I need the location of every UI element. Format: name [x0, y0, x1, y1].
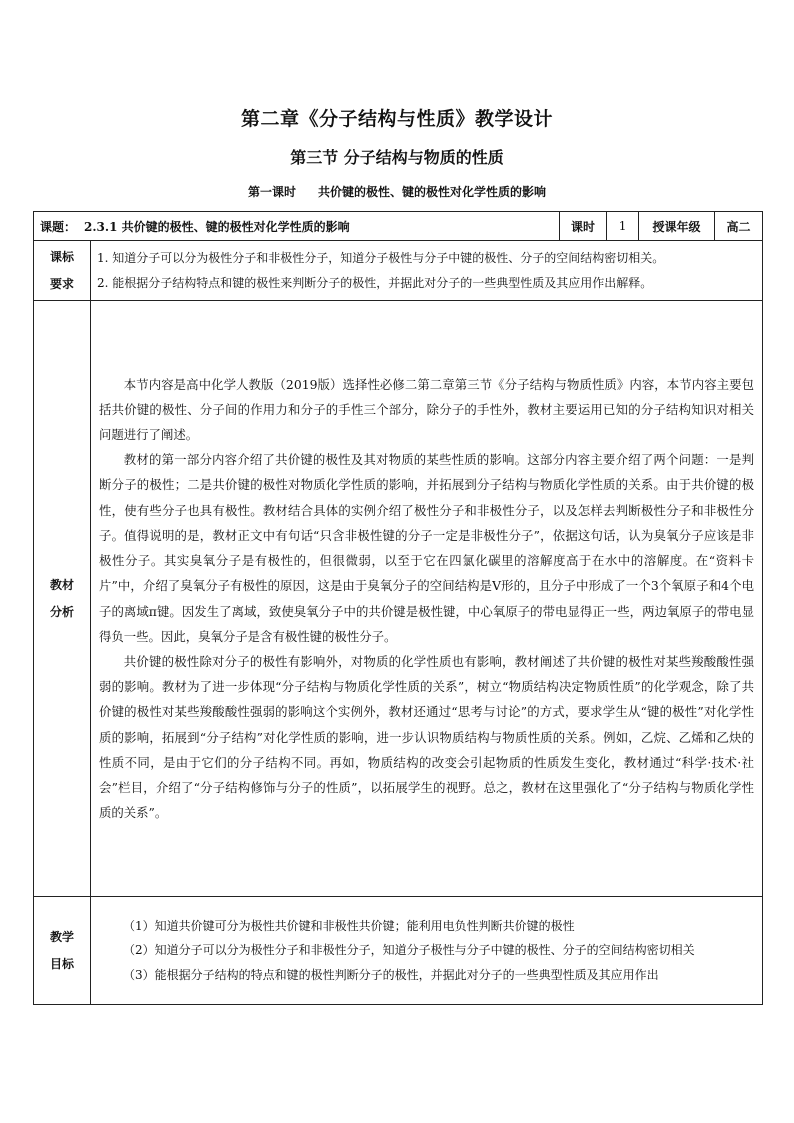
analysis-label: 教材 分析	[34, 301, 91, 897]
goals-row	[34, 897, 763, 1005]
document-title: 第二章《分子结构与性质》教学设计	[240, 108, 553, 130]
standards-content	[91, 241, 763, 301]
goals-label: 教学 目标	[34, 897, 91, 1005]
topic-value: 2.3.1 共价键的极性、键的极性对化学性质的影响	[84, 219, 350, 234]
analysis-paragraph: 教材的第一部分内容介绍了共价键的极性及其对物质的某些性质的影响。这部分内容主要介绍了两个问题：一是判断分子的极性；二是共价键的极性对物质化学性质的影响，并拓展到分子结构与物质化学性质的关系。由于共价键的极性，使有些分子也具有极性。教材结合具体的实例介绍了极性分子和非极性分子，以及怎样去判断极性分子和非极性分子。值得说明的是，教材正文中有句话“只含非极性键的分子一定是非极性分子”，依据这句话，认为臭氧分子应该是非极性分子。其实臭氧分子是有极性的，但很微弱，以至于它在四氯化碳里的溶解度高于在水中的溶解度。在“资料卡片”中，介绍了臭氧分子有极性的原因，这是由于臭氧分子的空间结构是V形的，且分子中形成了一个3个氧原子和4个电子的离域π键。因发生了离域，致使臭氧分子中的共价键是极性键，中心氧原子的带电显得正一些，两边氧原子的带电显得负一些。因此，臭氧分子是含有极性键的极性分子。	[99, 452, 755, 644]
lesson-period: 第一课时	[247, 185, 296, 199]
lesson-plan-table	[33, 211, 763, 1005]
grade-label: 授课年级	[639, 212, 715, 241]
goal-item: （2）知道分子可以分为极性分子和非极性分子，知道分子极性与分子中键的极性、分子的空间结构密切相关	[123, 943, 695, 958]
standards-label: 课标 要求	[34, 241, 91, 301]
lesson-subtitle	[0, 183, 794, 200]
hours-label: 课时	[560, 212, 607, 241]
standards-row	[34, 241, 763, 301]
goal-item: （1）知道共价键可分为极性共价键和非极性共价键；能利用电负性判断共价键的极性	[123, 918, 575, 933]
grade-value: 高二	[715, 212, 763, 241]
topic-label: 课题：	[40, 219, 77, 234]
standards-item: 2. 能根据分子结构特点和键的极性来判断分子的极性，并据此对分子的一些典型性质及其应用作出解释。	[97, 275, 653, 290]
section-title: 第三节 分子结构与物质的性质	[290, 148, 504, 167]
analysis-paragraph: 本节内容是高中化学人教版（2019版）选择性必修二第二章第三节《分子结构与物质性质》内容，本节内容主要包括共价键的极性、分子间的作用力和分子的手性三个部分，除分子的手性外，教材主要运用已知的分子结构知识对相关问题进行了阐述。	[99, 376, 755, 443]
lesson-topic: 共价键的极性、键的极性对化学性质的影响	[318, 185, 547, 199]
analysis-row	[34, 301, 763, 897]
analysis-content	[91, 301, 763, 897]
goals-content	[91, 897, 763, 1005]
goal-item: （3）能根据分子结构的特点和键的极性判断分子的极性，并据此对分子的一些典型性质及其应用作出	[123, 967, 659, 982]
analysis-paragraph: 共价键的极性除对分子的极性有影响外，对物质的化学性质也有影响，教材阐述了共价键的极性对某些羧酸酸性强弱的影响。教材为了进一步体现“分子结构与物质化学性质的关系”，树立“物质结构决定物质性质”的化学观念，除了共价键的极性对某些羧酸酸性强弱的影响这个实例外，教材还通过“思考与讨论”的方式，要求学生从“键的极性”对化学性质的影响，拓展到“分子结构”对化学性质的影响，进一步认识物质结构与物质性质的关系。例如，乙烷、乙烯和乙炔的性质不同，是由于它们的分子结构不同。再如，物质结构的改变会引起物质的性质发生变化，教材通过“科学·技术·社会”栏目，介绍了“分子结构修饰与分子的性质”，以拓展学生的视野。总之，教材在这里强化了“分子结构与物质化学性质的关系”。	[99, 653, 755, 821]
header-row	[34, 212, 763, 241]
hours-value: 1	[607, 212, 639, 241]
standards-item: 1. 知道分子可以分为极性分子和非极性分子，知道分子极性与分子中键的极性、分子的空间结构密切相关。	[97, 250, 665, 265]
topic-cell	[34, 212, 560, 241]
